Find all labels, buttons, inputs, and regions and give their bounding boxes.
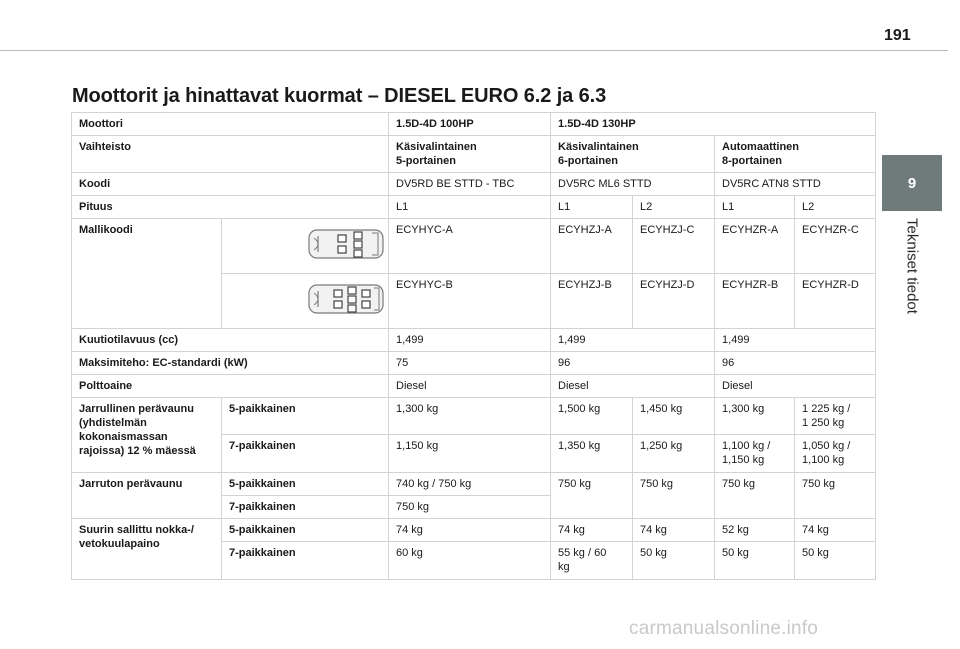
engine-spec-table	[71, 112, 876, 580]
table-row	[72, 473, 876, 496]
code-value: DV5RC ATN8 STTD	[715, 173, 876, 196]
table-row	[72, 375, 876, 398]
seat-7-label: 7-paikkainen	[222, 496, 389, 519]
capacity-label: Kuutiotilavuus (cc)	[72, 329, 389, 352]
nose-value: 74 kg	[795, 519, 876, 542]
table-row	[72, 219, 876, 274]
car-seating-7-icon	[308, 282, 384, 316]
length-value: L1	[389, 196, 551, 219]
model-code-value: ECYHZR-A	[715, 219, 795, 274]
car-seating-5-icon	[308, 227, 384, 261]
braked-value: 1 225 kg / 1 250 kg	[795, 398, 876, 435]
nose-value: 60 kg	[389, 542, 551, 580]
seat-5-label: 5-paikkainen	[222, 519, 389, 542]
fuel-value: Diesel	[551, 375, 715, 398]
model-code-value: ECYHZJ-B	[551, 274, 633, 329]
table-row	[72, 329, 876, 352]
chapter-tab	[882, 155, 942, 211]
chapter-title: Tekniset tiedot	[903, 218, 921, 314]
seat-5-label: 5-paikkainen	[222, 398, 389, 435]
gearbox-manual-6: Käsivalintainen 6-portainen	[551, 136, 715, 173]
table-row	[72, 398, 876, 435]
gearbox-auto-8: Automaattinen 8-portainen	[715, 136, 876, 173]
watermark: carmanualsonline.info	[629, 618, 819, 639]
header-divider	[0, 50, 948, 51]
nose-value: 55 kg / 60 kg	[551, 542, 633, 580]
length-value: L2	[795, 196, 876, 219]
fuel-value: Diesel	[715, 375, 876, 398]
braked-value: 1,300 kg	[715, 398, 795, 435]
braked-value: 1,250 kg	[633, 435, 715, 473]
code-value: DV5RD BE STTD - TBC	[389, 173, 551, 196]
power-value: 96	[715, 352, 876, 375]
length-value: L1	[715, 196, 795, 219]
unbraked-value: 740 kg / 750 kg	[389, 473, 551, 496]
braked-value: 1,450 kg	[633, 398, 715, 435]
model-code-value: ECYHYC-A	[389, 219, 551, 274]
braked-trailer-label: Jarrullinen perävaunu (yhdistelmän kokonaismassan rajoissa) 12 % mäessä	[72, 398, 222, 473]
fuel-label: Polttoaine	[72, 375, 389, 398]
model-code-value: ECYHZJ-C	[633, 219, 715, 274]
table-row	[72, 173, 876, 196]
model-code-value: ECYHZR-B	[715, 274, 795, 329]
braked-value: 1,500 kg	[551, 398, 633, 435]
unbraked-value: 750 kg	[715, 473, 795, 519]
car-image-cell	[222, 219, 389, 274]
seat-5-label: 5-paikkainen	[222, 473, 389, 496]
seat-7-label: 7-paikkainen	[222, 542, 389, 580]
length-value: L1	[551, 196, 633, 219]
unbraked-value: 750 kg	[633, 473, 715, 519]
unbraked-value: 750 kg	[795, 473, 876, 519]
gearbox-label: Vaihteisto	[72, 136, 389, 173]
power-value: 96	[551, 352, 715, 375]
table-row	[72, 136, 876, 173]
car-image-cell	[222, 274, 389, 329]
capacity-value: 1,499	[715, 329, 876, 352]
unbraked-value: 750 kg	[551, 473, 633, 519]
header-engine-label: Moottori	[72, 113, 389, 136]
model-code-value: ECYHZR-D	[795, 274, 876, 329]
page-title: Moottorit ja hinattavat kuormat – DIESEL EURO 6.2 ja 6.3	[72, 85, 607, 107]
model-code-value: ECYHZJ-D	[633, 274, 715, 329]
nose-value: 50 kg	[633, 542, 715, 580]
gearbox-manual-5: Käsivalintainen 5-portainen	[389, 136, 551, 173]
model-code-value: ECYHZR-C	[795, 219, 876, 274]
braked-value: 1,150 kg	[389, 435, 551, 473]
table-row	[72, 519, 876, 542]
table-row	[72, 352, 876, 375]
nose-value: 50 kg	[715, 542, 795, 580]
nose-value: 50 kg	[795, 542, 876, 580]
nose-value: 74 kg	[633, 519, 715, 542]
nose-value: 52 kg	[715, 519, 795, 542]
header-engine-130: 1.5D-4D 130HP	[551, 113, 876, 136]
nose-weight-label: Suurin sallittu nokka-/ vetokuulapaino	[72, 519, 222, 580]
nose-value: 74 kg	[551, 519, 633, 542]
length-label: Pituus	[72, 196, 389, 219]
seat-7-label: 7-paikkainen	[222, 435, 389, 473]
braked-value: 1,350 kg	[551, 435, 633, 473]
capacity-value: 1,499	[389, 329, 551, 352]
unbraked-value: 750 kg	[389, 496, 551, 519]
length-value: L2	[633, 196, 715, 219]
braked-value: 1,100 kg / 1,150 kg	[715, 435, 795, 473]
code-label: Koodi	[72, 173, 389, 196]
table-row	[72, 196, 876, 219]
code-value: DV5RC ML6 STTD	[551, 173, 715, 196]
nose-value: 74 kg	[389, 519, 551, 542]
braked-value: 1,300 kg	[389, 398, 551, 435]
table-row	[72, 113, 876, 136]
model-code-label: Mallikoodi	[72, 219, 222, 329]
power-label: Maksimiteho: EC-standardi (kW)	[72, 352, 389, 375]
model-code-value: ECYHZJ-A	[551, 219, 633, 274]
braked-value: 1,050 kg / 1,100 kg	[795, 435, 876, 473]
fuel-value: Diesel	[389, 375, 551, 398]
capacity-value: 1,499	[551, 329, 715, 352]
power-value: 75	[389, 352, 551, 375]
unbraked-trailer-label: Jarruton perävaunu	[72, 473, 222, 519]
page-number: 191	[884, 27, 911, 44]
chapter-number: 9	[907, 174, 917, 192]
header-engine-100: 1.5D-4D 100HP	[389, 113, 551, 136]
model-code-value: ECYHYC-B	[389, 274, 551, 329]
